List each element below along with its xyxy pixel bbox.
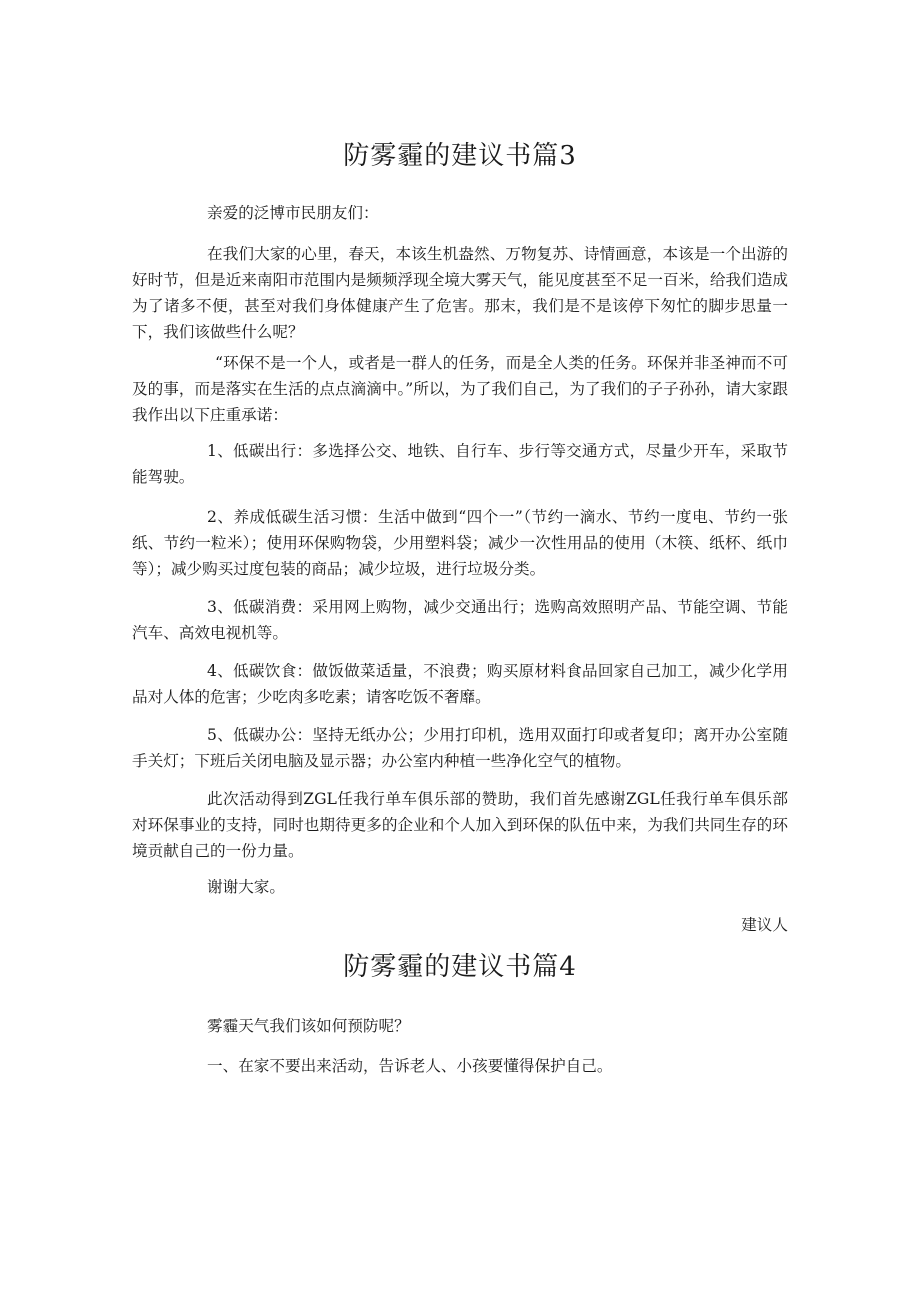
section3-paragraph-7: 5、低碳办公：坚持无纸办公；少用打印机，选用双面打印或者复印；离开办公室随手关灯；下班后关闭电脑及显示器；办公室内种植一些净化空气的植物。 [132, 726, 788, 770]
section3-paragraph-8: 此次活动得到ZGL任我行单车俱乐部的赞助，我们首先感谢ZGL任我行单车俱乐部对环保事业的支持，同时也期待更多的企业和个人加入到环保的队伍中来，为我们共同生存的环境贡献自己的一份力量。 [132, 790, 788, 860]
section3-closing: 谢谢大家。 [207, 878, 285, 896]
section3-paragraph-2: “环保不是一个人，或者是一群人的任务，而是全人类的任务。环保并非圣神而不可及的事，而是落实在生活的点点滴滴中。”所以，为了我们自己，为了我们的子子孙孙，请大家跟我作出以下庄重承诺： [132, 354, 788, 424]
section4-paragraph-1: 雾霾天气我们该如何预防呢？ [207, 1017, 410, 1035]
section4-title: 防雾霾的建议书篇4 [343, 952, 577, 982]
section3-salutation: 亲爱的泛博市民朋友们： [207, 204, 379, 222]
section3-signature: 建议人 [741, 916, 788, 934]
section4-paragraph-2: 一、在家不要出来活动，告诉老人、小孩要懂得保护自己。 [207, 1057, 613, 1075]
section3-paragraph-1: 在我们大家的心里，春天，本该生机盎然、万物复苏、诗情画意，本该是一个出游的好时节，但是近来南阳市范围内是频频浮现全境大雾天气，能见度甚至不足一百米，给我们造成为了诸多不便，甚至对我们身体健康产生了危害。那末，我们是不是该停下匆忙的脚步思量一下，我们该做些什么呢？ [132, 245, 788, 341]
section3-paragraph-3: 1、低碳出行：多选择公交、地铁、自行车、步行等交通方式，尽量少开车，采取节能驾驶。 [132, 442, 788, 486]
section3-paragraph-5: 3、低碳消费：采用网上购物，减少交通出行；选购高效照明产品、节能空调、节能汽车、高效电视机等。 [132, 598, 788, 642]
section3-paragraph-6: 4、低碳饮食：做饭做菜适量，不浪费；购买原材料食品回家自己加工，减少化学用品对人体的危害；少吃肉多吃素；请客吃饭不奢靡。 [132, 662, 788, 706]
section3-paragraph-4: 2、养成低碳生活习惯：生活中做到“四个一”（节约一滴水、节约一度电、节约一张纸、节约一粒米）；使用环保购物袋，少用塑料袋；减少一次性用品的使用（木筷、纸杯、纸巾等）；减少购买过度包装的商品；减少垃圾，进行垃圾分类。 [132, 508, 788, 578]
section3-title: 防雾霾的建议书篇3 [343, 141, 577, 171]
